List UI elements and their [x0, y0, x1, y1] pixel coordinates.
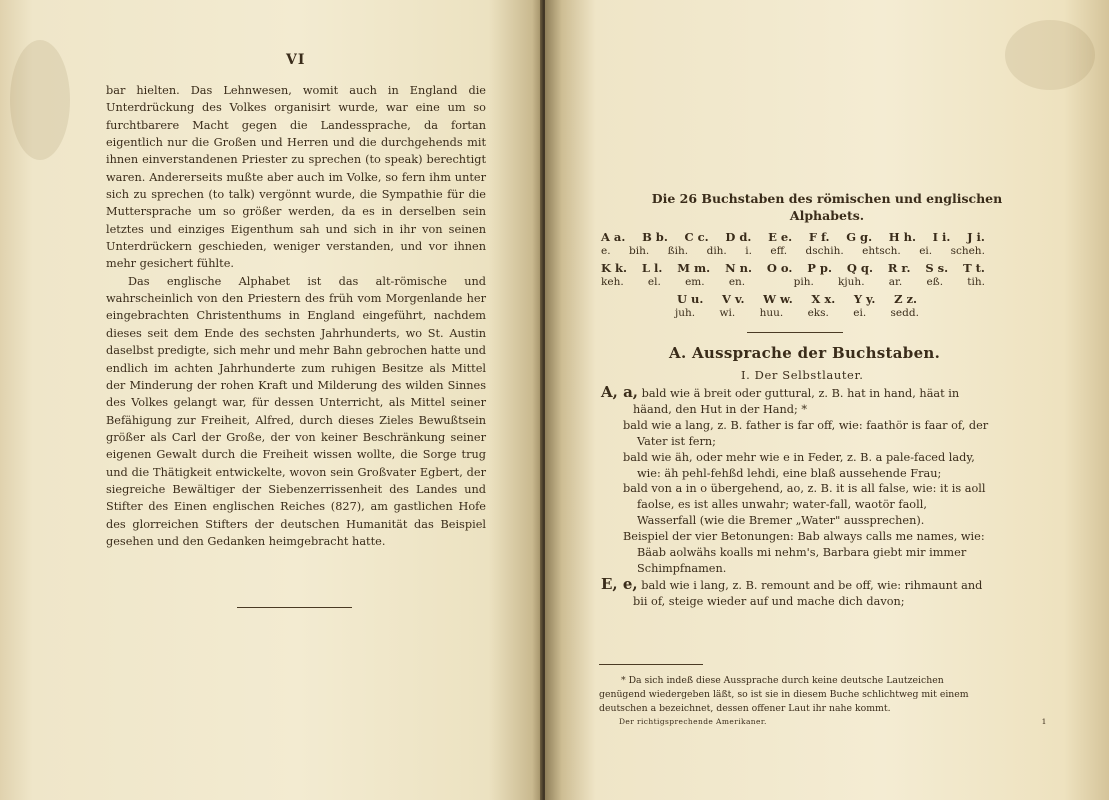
- alphabet-letter: N n.: [725, 261, 752, 275]
- section-rule: [747, 332, 843, 333]
- alphabet-letter: S s.: [925, 261, 949, 275]
- pronunciation: juh.: [675, 307, 696, 319]
- alphabet-row: [601, 230, 985, 244]
- pronunciation: bih.: [629, 245, 650, 257]
- alphabet-letter: M m.: [677, 261, 711, 275]
- right-body-text: [601, 385, 989, 610]
- pronunciation-row: [601, 276, 985, 288]
- right-page: [545, 0, 1109, 800]
- alphabet-letter: E e.: [768, 230, 793, 244]
- alphabet-letter: W w.: [763, 292, 793, 306]
- alphabet-letter: L l.: [641, 261, 663, 275]
- entry-letter: E, e,: [601, 574, 638, 593]
- alphabet-title: [605, 190, 1049, 224]
- pronunciation: kjuh.: [838, 276, 865, 288]
- alphabet-letter: H h.: [888, 230, 916, 244]
- alphabet-letter: I i.: [932, 230, 951, 244]
- pronunciation: scheh.: [950, 245, 985, 257]
- end-rule: [237, 607, 352, 608]
- entry-a: [601, 385, 989, 418]
- pronunciation: pih.: [793, 276, 814, 288]
- paragraph: Das englische Alphabet ist das alt-römische und wahrscheinlich von den Priestern des früh vom Morgenlande her eingebrachten Christenthums in England eingeführt, nachdem dieses seit dem Ende des sechsten Jahrhunderts, wo St. Austin daselbst predigte, sich mehr und mehr Bahn gebrochen hatte und endlich im achten Jahrhunderte zum ruhigen Besitze als Mittel der Minderung der rohen Kraft und Milderung des wilden Sinnes des Volkes gelangt war, für dessen Unterricht, als Mittel seiner Befähigung zur Freiheit, Alfred, durch dieses Zieles Bewußtsein größer als Carl der Große, der von keiner Beschränkung seiner eigenen Gewalt durch die Freiheit wissen wollte, die Sorge trug und die Thätigkeit entwickelte, wovon sein Großvater Egbert, der siegreiche Bewältiger der Siebenzerrissenheit des Landes und Stifter des Einen englischen Reiches (827), am gastlichen Hofe des glorreichen Stifters der deutschen Humanität das Beispiel gesehen und den Gedanken heimgebracht hatte.: [106, 274, 486, 548]
- pronunciation: en.: [728, 276, 746, 288]
- footnote: * Da sich indeß diese Aussprache durch keine deutsche Lautzeichen genügend wiedergeben läßt, so ist sie in diesem Buche schlichtweg mit einem deutschen a bezeichnet, dessen offener Laut ihr nahe kommt.: [599, 675, 969, 714]
- alphabet-letter: B b.: [642, 230, 668, 244]
- entry-letter: A, a,: [601, 383, 639, 401]
- pronunciation: dih.: [706, 245, 727, 257]
- alphabet-letter: A a.: [601, 230, 626, 244]
- entry-sub: bald wie a lang, z. B. father is far off, wie: faathör is faar of, der Vater ist fern;: [623, 418, 989, 448]
- pronunciation: eks.: [807, 307, 829, 319]
- alphabet-row: [677, 292, 917, 306]
- alphabet-letter: Q q.: [846, 261, 873, 275]
- pronunciation: eff.: [770, 245, 788, 257]
- entry-text: bald wie ä breit oder guttural, z. B. hat in hand, häat in häand, den Hut in der Hand; *: [633, 387, 960, 416]
- alphabet-letter: O o.: [766, 261, 793, 275]
- alphabet-letter: K k.: [601, 261, 627, 275]
- footnote-signature: [619, 717, 1047, 726]
- pronunciation: huu.: [759, 307, 784, 319]
- signature-mark: 1: [1041, 717, 1047, 726]
- pronunciation-row: [675, 307, 919, 319]
- alphabet-letter: F f.: [808, 230, 830, 244]
- pronunciation: em.: [685, 276, 705, 288]
- paper-stain: [1005, 20, 1095, 90]
- pronunciation: ar.: [888, 276, 903, 288]
- alphabet-letter: V v.: [722, 292, 745, 306]
- entry-sub: bald von a in o übergehend, ao, z. B. it is all false, wie: it is aoll faolse, es ist alles unwahr; water-fall, waotör faoll, Wasserfall (wie die Bremer „Water" aussprechen).: [623, 482, 986, 528]
- alphabet-letter: T t.: [963, 261, 985, 275]
- left-body-text: [106, 82, 486, 550]
- alphabet-letter: R r.: [887, 261, 911, 275]
- left-page: [0, 0, 543, 800]
- pronunciation: wi.: [719, 307, 736, 319]
- alphabet-letter: G g.: [846, 230, 873, 244]
- title-line: Alphabets.: [789, 208, 865, 223]
- pronunciation: tih.: [967, 276, 985, 288]
- alphabet-letter: D d.: [725, 230, 752, 244]
- pronunciation: ei.: [853, 307, 867, 319]
- footnote-rule: [599, 664, 703, 665]
- entry-sub: bald wie äh, oder mehr wie e in Feder, z. B. a pale-faced lady, wie: äh pehl-fehßd lehdi, eine blaß aussehende Frau;: [623, 450, 975, 480]
- pronunciation-row: [601, 245, 985, 257]
- alphabet-letter: X x.: [811, 292, 836, 306]
- signature-text: Der richtigsprechende Amerikaner.: [619, 717, 767, 726]
- alphabet-row: [601, 261, 985, 275]
- pronunciation: keh.: [601, 276, 624, 288]
- pronunciation: e.: [601, 245, 611, 257]
- page-number: VI: [286, 52, 306, 68]
- alphabet-letter: U u.: [677, 292, 704, 306]
- alphabet-letter: J i.: [967, 230, 985, 244]
- pronunciation: ehtsch.: [862, 245, 901, 257]
- alphabet-letter: C c.: [684, 230, 709, 244]
- paper-stain: [10, 40, 70, 160]
- alphabet-letter: P p.: [807, 261, 832, 275]
- pronunciation: ßih.: [667, 245, 689, 257]
- pronunciation: i.: [745, 245, 752, 257]
- section-heading: A. Aussprache der Buchstaben.: [669, 344, 941, 362]
- pronunciation: eß.: [926, 276, 944, 288]
- entry-e: [601, 574, 989, 610]
- title-line: Die 26 Buchstaben des römischen und englischen: [651, 191, 1003, 206]
- pronunciation: dschih.: [805, 245, 844, 257]
- entry-text: bald wie i lang, z. B. remount and be off, wie: rihmaunt and bii of, steige wieder auf und mache dich davon;: [633, 578, 983, 608]
- alphabet-letter: Y y.: [853, 292, 876, 306]
- pronunciation: el.: [647, 276, 661, 288]
- pronunciation: ei.: [919, 245, 933, 257]
- paragraph: bar hielten. Das Lehnwesen, womit auch in England die Unterdrückung des Volkes organisirt wurde, war eine um so furchtbarere Macht gegen die Landessprache, da fortan eigentlich nur die Großen und Herren und die durchgehends mit ihnen einverstandenen Priester zu sprechen (to speak) berechtigt waren. Andererseits mußte aber auch im Volke, so fern ihm unter sich zu sprechen (to talk) vergönnt wurde, die Sympathie für die Muttersprache um so größer werden, da es in derselben sein letztes und einziges Eigenthum sah und sich in ihr von seinen Unterdrückern geschieden, weniger verstanden, und vor ihnen mehr gesichert fühlte.: [106, 84, 486, 271]
- alphabet-letter: Z z.: [894, 292, 917, 306]
- subsection-heading: I. Der Selbstlauter.: [741, 368, 864, 382]
- pronunciation: sedd.: [890, 307, 919, 319]
- entry-sub: Beispiel der vier Betonungen: Bab always calls me names, wie: Bäab aolwähs koalls mi nehm's, Barbara giebt mir immer Schimpfnamen.: [623, 530, 985, 575]
